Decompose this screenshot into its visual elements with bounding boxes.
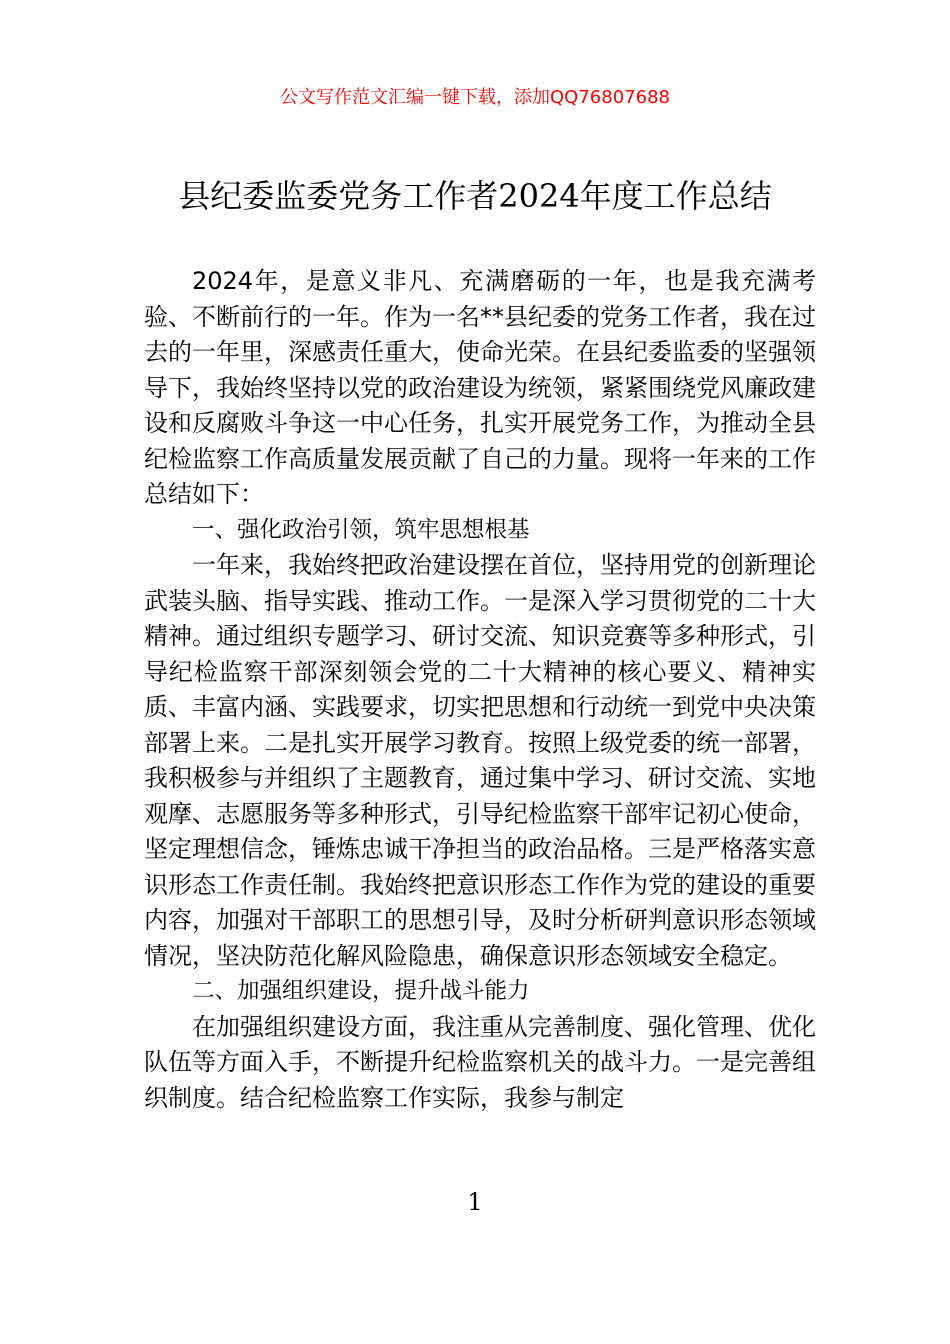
- intro-paragraph: 2024年，是意义非凡、充满磨砺的一年，也是我充满考验、不断前行的一年。作为一名**县纪委的党务工作者，我在过去的一年里，深感责任重大，使命光荣。在县纪委监委的坚强领导下，我始终坚持以党的政治建设为统领，紧紧围绕党风廉政建设和反腐败斗争这一中心任务，扎实开展党务工作，为推动全县纪检监察工作高质量发展贡献了自己的力量。现将一年来的工作总结如下：: [144, 267, 816, 508]
- section-heading-1: 一、强化政治引领，筑牢思想根基: [192, 516, 530, 543]
- download-banner: 公文写作范文汇编一键下载，添加QQ76807688: [280, 87, 670, 108]
- document-title: 县纪委监委党务工作者2024年度工作总结: [178, 177, 772, 215]
- page-number: 1: [467, 1188, 483, 1216]
- section-heading-2: 二、加强组织建设，提升战斗能力: [192, 978, 530, 1004]
- section-2-paragraph: 在加强组织建设方面，我注重从完善制度、强化管理、优化队伍等方面入手，不断提升纪检监察机关的战斗力。一是完善组织制度。结合纪检监察工作实际，我参与制定: [144, 1012, 816, 1112]
- section-1-paragraph: 一年来，我始终把政治建设摆在首位，坚持用党的创新理论武装头脑、指导实践、推动工作。一是深入学习贯彻党的二十大精神。通过组织专题学习、研讨交流、知识竞赛等多种形式，引导纪检监察干部深刻领会党的二十大精神的核心要义、精神实质、丰富内涵、实践要求，切实把思想和行动统一到党中央决策部署上来。二是扎实开展学习教育。按照上级党委的统一部署，我积极参与并组织了主题教育，通过集中学习、研讨交流、实地观摩、志愿服务等多种形式，引导纪检监察干部牢记初心使命，坚定理想信念，锤炼忠诚干净担当的政治品格。三是严格落实意识形态工作责任制。我始终把意识形态工作作为党的建设的重要内容，加强对干部职工的思想引导，及时分析研判意识形态领域情况，坚决防范化解风险隐患，确保意识形态领域安全稳定。: [144, 551, 816, 970]
- document-body: [144, 264, 816, 1116]
